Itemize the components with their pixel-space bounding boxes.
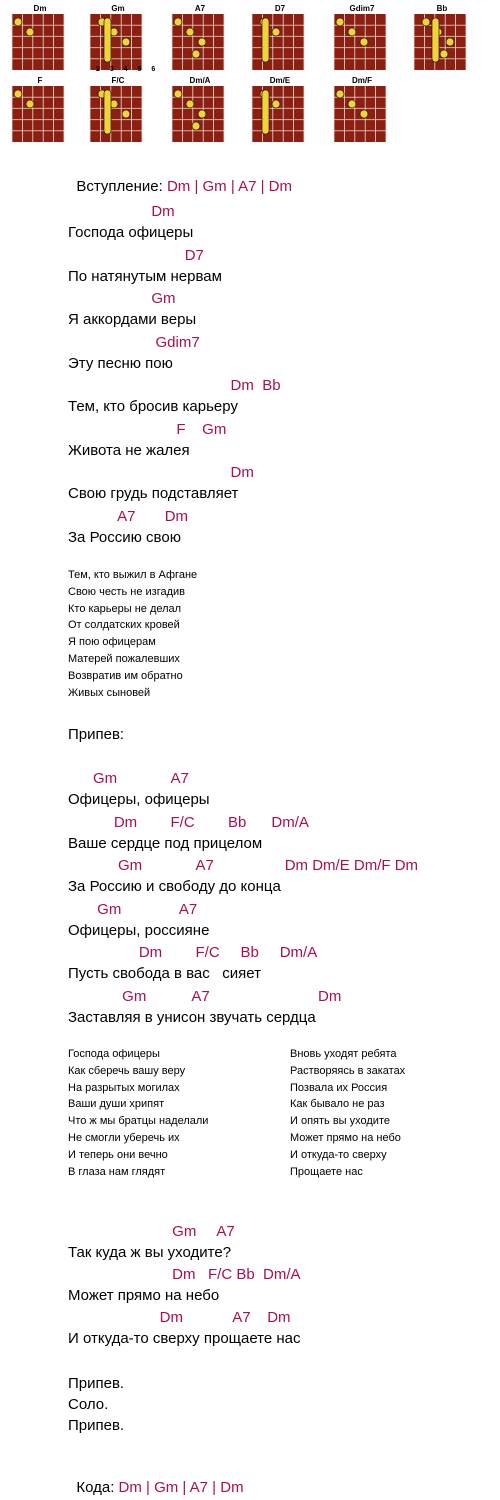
lyric-line: Тем, кто бросив карьеру <box>68 398 238 415</box>
right-column-line: Позвала их Россия <box>290 1081 388 1094</box>
coda-line <box>68 1461 244 1497</box>
right-column-line: Растворяясь в закатах <box>290 1064 406 1077</box>
chord-diagram-label: Dm/E <box>269 76 291 85</box>
fret-numbers: 2 3 4 5 6 <box>96 66 160 73</box>
lyric-line: Эту песню пою <box>68 354 173 372</box>
verse-line: Кто карьеры не делал <box>68 602 182 615</box>
left-column-line: Что ж мы братцы наделали <box>68 1115 209 1128</box>
lyric-line: Офицеры, офицеры <box>68 791 210 808</box>
chord-diagram-bb <box>410 6 474 72</box>
chord-diagram-label: F <box>37 76 43 85</box>
lyric-line: Я аккордами веры <box>68 311 197 328</box>
verse-line: От солдатских кровей <box>68 619 180 632</box>
ending-line: Соло. <box>68 1396 109 1413</box>
chord-diagram-label: D7 <box>274 4 286 13</box>
left-column-line: В глаза нам глядят <box>68 1165 166 1178</box>
coda-chords: Dm | Gm | A7 | Dm <box>118 1479 244 1496</box>
fretboard-3 <box>248 14 308 70</box>
lyric-line: Может прямо на небо <box>68 1287 220 1304</box>
verse-line: Матерей пожалевших <box>68 653 180 665</box>
lyric-line: И откуда-то сверху прощаете нас <box>68 1330 301 1347</box>
right-column-line: Прощаете нас <box>290 1165 363 1178</box>
chord-line: Dm Bb <box>68 377 281 394</box>
lyric-line: По натянутым нервам <box>68 267 222 285</box>
chord-line: Gm A7 <box>68 900 198 918</box>
chord-line: Gm A7 Dm Dm/E Dm/F Dm <box>68 857 419 874</box>
chord-line: F Gm <box>68 420 227 438</box>
chord-line: Dm <box>68 464 254 481</box>
chord-diagram-label: Gm <box>111 4 125 13</box>
right-column-line: И откуда-то сверху <box>290 1148 387 1161</box>
chord-diagram-gm <box>86 6 150 72</box>
lyric-line: Офицеры, россияне <box>68 921 210 939</box>
lyric-line: Живота не жалея <box>68 441 190 459</box>
fretboard-0 <box>8 14 68 70</box>
lyric-line: Заставляя в унисон звучать сердца <box>68 1008 316 1026</box>
left-column-line: И теперь они вечно <box>68 1148 168 1161</box>
fretboard-8 <box>168 86 228 142</box>
chord-diagram-dm-a <box>168 78 232 144</box>
chord-diagram-f <box>8 78 72 144</box>
chord-line: A7 Dm <box>68 507 189 525</box>
lyric-line: Пусть свобода в вас сияет <box>68 965 261 982</box>
chord-diagram-d7 <box>248 6 312 72</box>
chord-diagram-f-c <box>86 78 150 144</box>
lyric-line: За Россию свою <box>68 528 181 546</box>
left-column-line: Господа офицеры <box>68 1048 160 1060</box>
coda-label: Кода: <box>76 1479 119 1496</box>
right-column-line: Может прямо на небо <box>290 1132 401 1144</box>
chord-line: Gdim7 <box>68 333 200 351</box>
lyric-line: Господа офицеры <box>68 224 194 241</box>
chord-line: Dm A7 Dm <box>68 1309 291 1326</box>
verse-line: Возвратив им обратно <box>68 669 183 682</box>
chord-line: Dm F/C Bb Dm/A <box>68 944 318 961</box>
chord-line: Dm <box>68 203 175 220</box>
verse-line: Живых сыновей <box>68 686 151 699</box>
left-column-line: Как сберечь вашу веру <box>68 1064 186 1077</box>
chord-line: D7 <box>68 246 204 264</box>
lyric-line: За Россию и свободу до конца <box>68 878 281 895</box>
intro-label: Вступление: <box>76 178 167 195</box>
chord-diagram-dm-e <box>248 78 312 144</box>
verse-line: Тем, кто выжил в Афгане <box>68 569 198 581</box>
chord-diagram-label: Dm/A <box>189 76 211 85</box>
lyric-line: Свою грудь подставляет <box>68 485 239 502</box>
chord-diagram-dm <box>8 6 72 72</box>
chord-line: Dm F/C Bb Dm/A <box>68 1266 301 1283</box>
chord-diagram-gdim7 <box>330 6 394 72</box>
right-column-line: Вновь уходят ребята <box>290 1048 397 1060</box>
fretboard-4 <box>330 14 390 70</box>
chord-diagram-a7 <box>168 6 232 72</box>
fretboard-1 <box>86 14 146 70</box>
right-column-line: Как бывало не раз <box>290 1098 385 1111</box>
fretboard-7 <box>86 86 146 142</box>
left-column-line: На разрытых могилах <box>68 1081 180 1094</box>
fretboard-10 <box>330 86 390 142</box>
right-column-line: И опять вы уходите <box>290 1115 390 1128</box>
chord-line: Gm A7 <box>68 1223 235 1240</box>
lyric-line: Ваше сердце под прицелом <box>68 834 263 852</box>
fretboard-2 <box>168 14 228 70</box>
chord-diagram-dm-f <box>330 78 394 144</box>
chord-diagram-label: Gdim7 <box>349 4 375 13</box>
fretboard-6 <box>8 86 68 142</box>
left-column-line: Не смогли уберечь их <box>68 1132 180 1144</box>
chord-diagram-label: Dm <box>33 4 47 13</box>
chord-line: Dm F/C Bb Dm/A <box>68 813 309 831</box>
chord-diagram-label: A7 <box>194 4 206 13</box>
fretboard-9 <box>248 86 308 142</box>
verse-line: Свою честь не изгадив <box>68 585 185 598</box>
chord-diagram-label: F/C <box>111 76 125 85</box>
ending-line: Припев. <box>68 1375 125 1392</box>
chord-diagram-label: Bb <box>436 4 448 13</box>
chord-diagram-label: Dm/F <box>352 76 372 85</box>
left-column-line: Ваши души хрипят <box>68 1098 165 1111</box>
lyric-line: Так куда ж вы уходите? <box>68 1244 232 1261</box>
fretboard-5 <box>410 14 470 70</box>
intro-chords: Dm | Gm | A7 | Dm <box>166 178 292 195</box>
intro-line <box>68 160 292 196</box>
chord-line: Gm <box>68 290 176 307</box>
ending-line: Припев. <box>68 1417 125 1434</box>
chorus-label: Припев: <box>68 726 125 743</box>
chord-line: Gm A7 Dm <box>68 987 342 1005</box>
chord-line: Gm A7 <box>68 770 189 787</box>
verse-line: Я пою офицерам <box>68 636 156 649</box>
